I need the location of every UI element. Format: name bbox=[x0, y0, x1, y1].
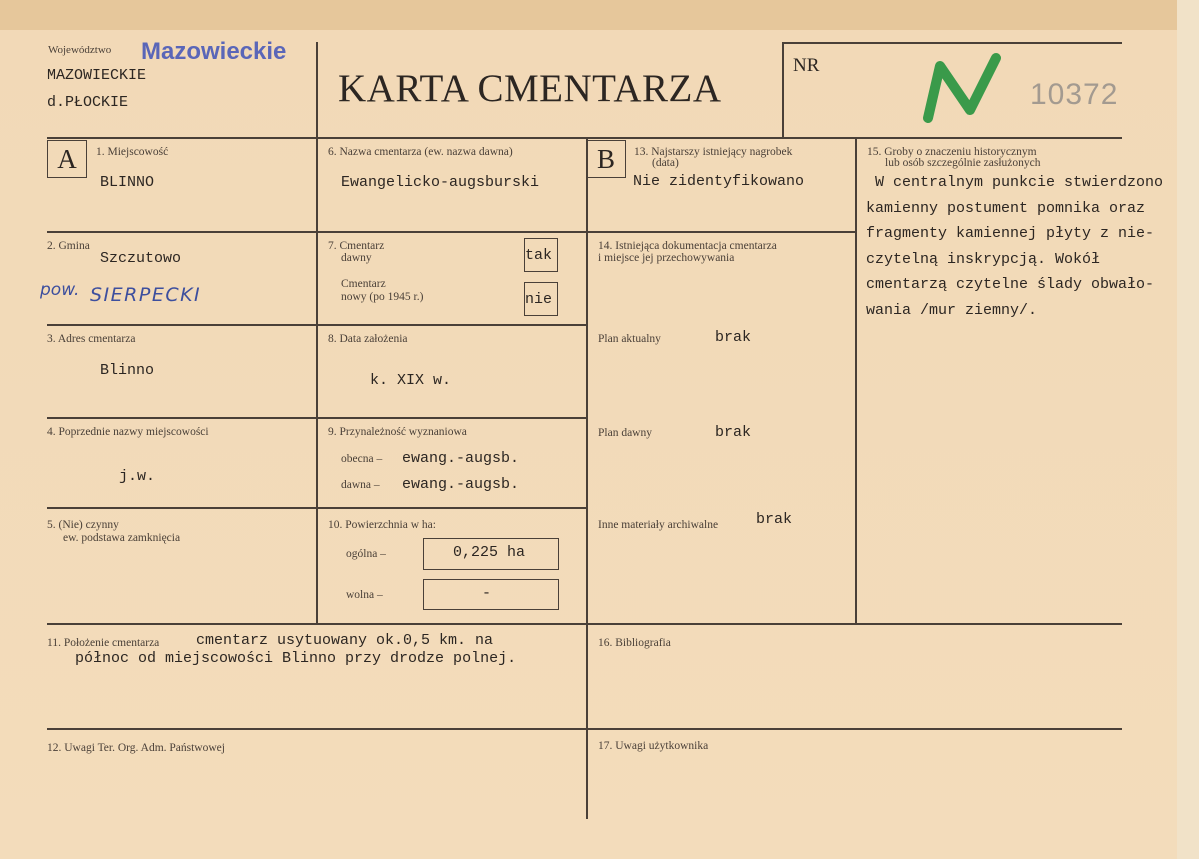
f14-inne-value: brak bbox=[756, 511, 793, 528]
f7-nowy-value: nie bbox=[525, 291, 553, 308]
grid-line-row6 bbox=[47, 623, 1122, 625]
f11-label: 11. Położenie cmentarza bbox=[47, 637, 160, 649]
f17-label: 17. Uwagi użytkownika bbox=[598, 740, 709, 752]
f4-label: 4. Poprzednie nazwy miejscowości bbox=[47, 426, 209, 438]
f8-value: k. XIX w. bbox=[370, 372, 452, 389]
top-band bbox=[0, 0, 1199, 30]
f9-dawna-value: ewang.-augsb. bbox=[402, 476, 520, 493]
f10-wolna-label: wolna – bbox=[346, 589, 383, 601]
grid-top-line bbox=[47, 137, 1122, 139]
nr-box-left bbox=[782, 42, 784, 138]
f13-value: Nie zidentyfikowano bbox=[633, 173, 805, 190]
f9-dawna-label: dawna – bbox=[341, 479, 380, 491]
f14-plan-aktualny-label: Plan aktualny bbox=[598, 333, 661, 345]
f11-line-2: północ od miejscowości Blinno przy drodze polnej. bbox=[75, 650, 517, 667]
f7-dawny-value: tak bbox=[525, 247, 553, 264]
f15-label-1: 15. Groby o znaczeniu historycznym bbox=[867, 146, 1037, 158]
f15-line-2: kamienny postument pomnika oraz bbox=[866, 199, 1146, 217]
f2-hand-value: SIERPECKI bbox=[90, 284, 202, 306]
district-typed: d.PŁOCKIE bbox=[47, 94, 129, 111]
f5-label-1: 5. (Nie) czynny bbox=[47, 519, 119, 531]
f12-label: 12. Uwagi Ter. Org. Adm. Państwowej bbox=[47, 742, 225, 754]
f13-label-2: (data) bbox=[652, 157, 679, 169]
f13-label-1: 13. Najstarszy istniejący nagrobek bbox=[634, 146, 793, 158]
section-b-box bbox=[586, 140, 626, 178]
f2-hand-prefix: pow. bbox=[40, 280, 80, 300]
f14-plan-aktualny-value: brak bbox=[715, 329, 752, 346]
grid-col-3 bbox=[855, 137, 857, 624]
f9-label: 9. Przynależność wyznaniowa bbox=[328, 426, 467, 438]
f14-plan-dawny-value: brak bbox=[715, 424, 752, 441]
grid-line-row2-right bbox=[586, 231, 856, 233]
f2-value: Szczutowo bbox=[100, 250, 182, 267]
f3-label: 3. Adres cmentarza bbox=[47, 333, 136, 345]
f16-label: 16. Bibliografia bbox=[598, 637, 671, 649]
f14-label-2: i miejsce jej przechowywania bbox=[598, 252, 735, 264]
f6-value: Ewangelicko-augsburski bbox=[341, 174, 540, 191]
nr-handwritten-marker bbox=[922, 52, 1004, 124]
f7-dawny-box bbox=[524, 238, 558, 272]
nr-label: NR bbox=[793, 55, 820, 76]
grid-col-2 bbox=[586, 137, 588, 819]
header-divider-1 bbox=[316, 42, 318, 138]
f14-inne-label: Inne materiały archiwalne bbox=[598, 519, 719, 531]
voivodeship-stamp: Mazowieckie bbox=[141, 38, 287, 65]
section-a-box bbox=[47, 140, 87, 178]
f2-label: 2. Gmina bbox=[47, 240, 90, 252]
section-b-letter: B bbox=[596, 144, 615, 174]
f10-ogolna-box bbox=[423, 538, 559, 570]
nr-marker-svg bbox=[922, 52, 1004, 124]
nr-pencil-number: 10372 bbox=[1030, 78, 1119, 111]
f3-value: Blinno bbox=[100, 362, 155, 379]
f7-nowy-label-1: Cmentarz bbox=[341, 278, 386, 290]
f1-value: BLINNO bbox=[100, 174, 155, 191]
f10-wolna-value: - bbox=[482, 585, 492, 602]
f15-line-1: W centralnym punkcie stwierdzono bbox=[866, 174, 1164, 191]
f11-line-1: cmentarz usytuowany ok.0,5 km. na bbox=[196, 632, 494, 649]
f14-plan-dawny-label: Plan dawny bbox=[598, 427, 652, 439]
f8-label: 8. Data założenia bbox=[328, 333, 408, 345]
f10-ogolna-value: 0,225 ha bbox=[453, 544, 526, 561]
f1-label: 1. Miejscowość bbox=[96, 146, 169, 158]
section-a-letter: A bbox=[57, 144, 77, 174]
grid-line-row7 bbox=[47, 728, 1122, 730]
f5-label-2: ew. podstawa zamknięcia bbox=[63, 532, 181, 544]
f14-label-1: 14. Istniejąca dokumentacja cmentarza bbox=[598, 240, 777, 252]
f4-value: j.w. bbox=[119, 468, 156, 485]
f15-text bbox=[866, 170, 1193, 323]
voivodeship-typed: MAZOWIECKIE bbox=[47, 67, 147, 84]
f7-nowy-label-2: nowy (po 1945 r.) bbox=[341, 291, 424, 303]
grid-col-1 bbox=[316, 137, 318, 624]
f7-label: 7. Cmentarz bbox=[328, 240, 385, 252]
nr-box-top bbox=[782, 42, 1122, 44]
wojewodztwo-label: Województwo bbox=[48, 44, 112, 56]
f7-dawny-label: dawny bbox=[341, 252, 372, 264]
page-title: KARTA CMENTARZA bbox=[338, 67, 722, 110]
f10-wolna-box bbox=[423, 579, 559, 610]
f9-obecna-label: obecna – bbox=[341, 453, 383, 465]
right-edge bbox=[1177, 0, 1199, 859]
f10-ogolna-label: ogólna – bbox=[346, 548, 386, 560]
f15-line-3: fragmenty kamiennej płyty z nie- bbox=[866, 225, 1155, 242]
f15-line-6: wania /mur ziemny/. bbox=[866, 301, 1038, 319]
f10-label: 10. Powierzchnia w ha: bbox=[328, 519, 436, 531]
f15-line-5: cmentarzą czytelne ślady obwało- bbox=[866, 276, 1155, 293]
f15-line-4: czytelną inskrypcją. Wokół bbox=[866, 250, 1101, 268]
f15-label-2: lub osób szczególnie zasłużonych bbox=[885, 157, 1041, 169]
f6-label: 6. Nazwa cmentarza (ew. nazwa dawna) bbox=[328, 146, 513, 158]
f9-obecna-value: ewang.-augsb. bbox=[402, 450, 520, 467]
f7-nowy-box bbox=[524, 282, 558, 316]
